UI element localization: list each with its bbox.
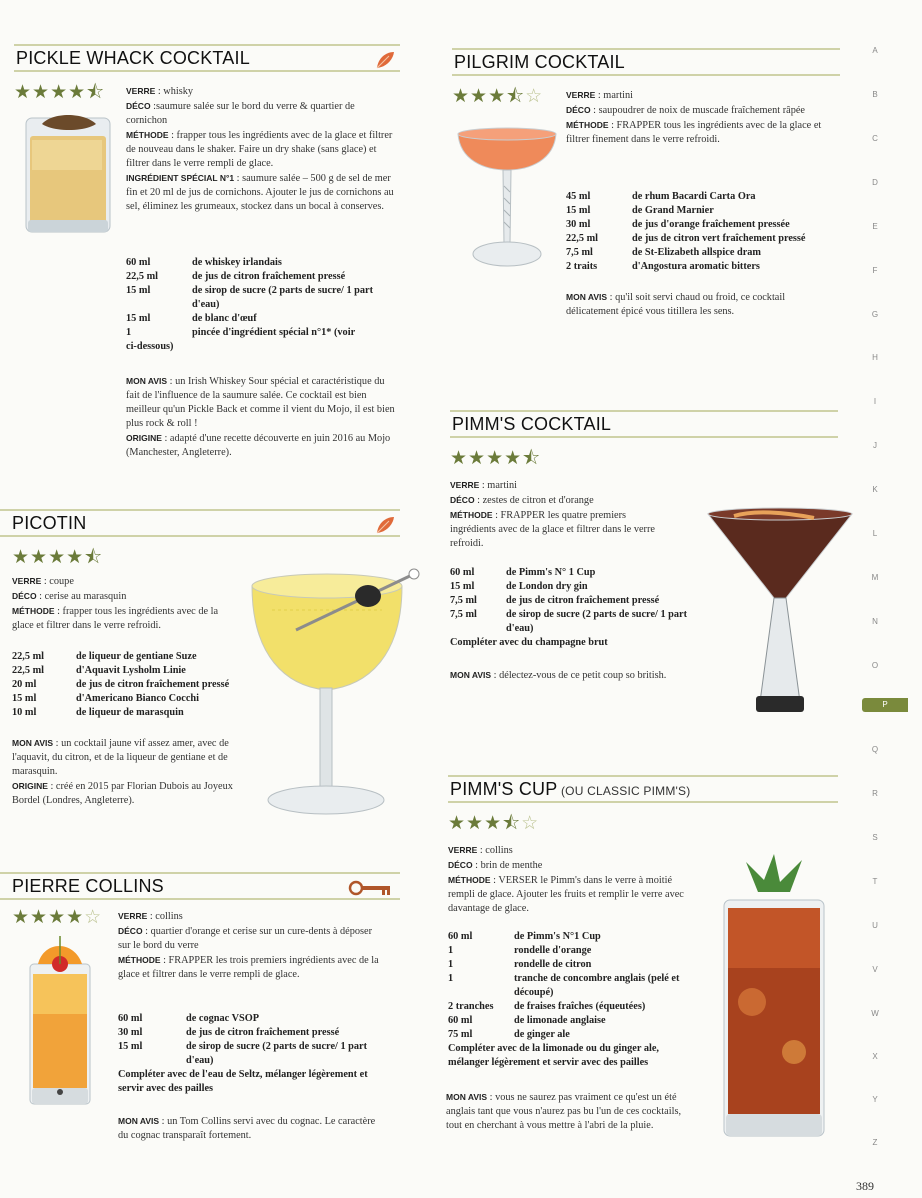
ingredient-row: 7,5 ml de sirop de sucre (2 parts de sucre/ 1 part d'eau)	[450, 609, 688, 634]
pierre-meta: VERRE : collins DÉCO : quartier d'orange et cerise sur un cure-dents à déposer sur le bord du verre MÉTHODE : FRAPPER les trois premiers ingrédients avec de la glace et filtrer dans le verre rempli de glace.	[118, 911, 379, 980]
ingredient-row: 15 ml de sirop de sucre (2 parts de sucre/ 1 part d'eau)	[118, 1041, 368, 1066]
index-letter[interactable]: K	[872, 485, 878, 494]
index-letter[interactable]: G	[871, 310, 879, 319]
index-letter[interactable]: I	[873, 397, 877, 406]
ingredient-row: 30 ml de jus d'orange fraîchement pressée	[566, 219, 790, 230]
ingredient-row: 1 rondelle d'orange	[448, 945, 592, 956]
ingredient-row: 10 ml de liqueur de marasquin	[12, 707, 184, 718]
ingredient-row: 2 traits d'Angostura aromatic bitters	[566, 261, 760, 272]
ingredient-row: 1 pincée d'ingrédient spécial n°1* (voir	[126, 327, 356, 338]
index-letter[interactable]: H	[872, 353, 878, 362]
whisky-glass-image	[22, 110, 114, 236]
recipe-title: PICOTIN	[12, 513, 87, 533]
ingredient-row: 22,5 ml d'Aquavit Lysholm Linie	[12, 665, 186, 676]
index-letter[interactable]: T	[872, 877, 878, 886]
rating-stars: ★★★⯪☆	[448, 812, 540, 834]
pimms-cocktail-avis: MON AVIS : délectez-vous de ce petit coup so british.	[450, 670, 667, 681]
ingredient-row: 15 ml de blanc d'œuf	[126, 313, 257, 324]
index-letter[interactable]: B	[872, 90, 878, 99]
recipe-subtitle: (OU CLASSIC PIMM'S)	[557, 784, 691, 798]
recipe-title-bar	[450, 410, 838, 438]
recipe-title-bar	[448, 775, 838, 803]
pickle-avis: MON AVIS : un Irish Whiskey Sour spécial et caractéristique du fait de l'influence de la saumure salée. Ce cocktail est bien meilleur qu'un Pickle Back et comme il vient du Mojo, il est bien plus rock & roll ! ORIGINE : adapté d'une recette découverte en juin 2016 au Mojo (Manchester, Angleterre).	[126, 376, 395, 458]
recipe-title-bar	[14, 44, 400, 72]
recipe-title: PICKLE WHACK COCKTAIL	[16, 48, 250, 68]
index-letter[interactable]: U	[872, 921, 878, 930]
martini-glass-image-pimms	[704, 506, 856, 718]
coupe-glass-image	[246, 566, 422, 818]
picotin-avis: MON AVIS : un cocktail jaune vif assez amer, avec de l'aquavit, du citron, et de la liqueur de gentiane et de marasquin. ORIGINE : créé en 2015 par Florian Dubois au Joyeux Bordel (Londres, Angleterre).	[12, 738, 233, 806]
pickle-ingredients	[126, 256, 396, 354]
leaf-icon	[374, 50, 396, 70]
page-number: 389	[856, 1179, 874, 1193]
ingredient-row: ci-dessous)	[126, 341, 174, 352]
recipe-pimms-cup	[448, 775, 838, 841]
rating-stars: ★★★★⯪	[12, 546, 104, 568]
pimms-cocktail-ingredients	[450, 566, 700, 650]
index-letter[interactable]: R	[872, 789, 878, 798]
recipe-title: PILGRIM COCKTAIL	[454, 52, 625, 72]
index-letter[interactable]: Z	[872, 1138, 878, 1147]
pimms-cup-avis: MON AVIS : vous ne saurez pas vraiment ce qu'est un été anglais tant que vous n'aurez pas bu l'un de ces cocktails, tout en cherchant à vous mettre à l'abri de la pluie.	[446, 1092, 682, 1131]
ingredient-row: 2 tranches de fraises fraîches (équeutées)	[448, 1001, 646, 1012]
ingredient-row: 7,5 ml de St-Elizabeth allspice dram	[566, 247, 761, 258]
pilgrim-avis: MON AVIS : qu'il soit servi chaud ou froid, ce cocktail délicatement épicé vous titillera les sens.	[566, 292, 786, 317]
rating-stars: ★★★⯪☆	[452, 85, 544, 107]
recipe-title-bar	[452, 48, 840, 76]
recipe-title: PIERRE COLLINS	[12, 876, 164, 896]
index-letter[interactable]: Y	[872, 1095, 878, 1104]
ingredient-row: 22,5 ml de jus de citron fraîchement pressé	[126, 271, 346, 282]
index-letter[interactable]: X	[872, 1052, 878, 1061]
ingredient-row: 15 ml de sirop de sucre (2 parts de sucre/ 1 part d'eau)	[126, 285, 374, 310]
index-letter[interactable]: C	[872, 134, 878, 143]
index-letter[interactable]: J	[873, 441, 877, 450]
ingredient-row: 60 ml de cognac VSOP	[118, 1013, 260, 1024]
pilgrim-meta: VERRE : martini DÉCO : saupoudrer de noix de muscade fraîchement râpée MÉTHODE : FRAPPER tous les ingrédients avec de la glace et filtrer finement dans le verre refroidi.	[566, 90, 822, 145]
index-letter[interactable]: N	[872, 617, 878, 626]
ingredient-row: 1 rondelle de citron	[448, 959, 592, 970]
index-letter[interactable]: F	[872, 266, 878, 275]
key-icon	[348, 880, 392, 896]
pimms-cup-meta: VERRE : collins DÉCO : brin de menthe MÉTHODE : VERSER le Pimm's dans le verre à moitié rempli de glace. Ajouter les fruits et remplir le verre avec davantage de glace.	[448, 845, 684, 914]
rating-stars: ★★★★☆	[12, 906, 103, 928]
ingredient-complement: Compléter avec de l'eau de Seltz, mélanger légèrement et servir avec des pailles	[118, 1069, 368, 1094]
ingredient-row: 7,5 ml de jus de citron fraîchement pressé	[450, 595, 660, 606]
ingredient-row: 1 tranche de concombre anglais (pelé et découpé)	[448, 973, 680, 998]
picotin-meta: VERRE : coupe DÉCO : cerise au marasquin MÉTHODE : frapper tous les ingrédients avec de la glace et filtrer dans le verre refroidi.	[12, 576, 219, 631]
ingredient-row: 60 ml de Pimm's N° 1 Cup	[450, 567, 596, 578]
index-letter[interactable]: W	[871, 1009, 879, 1018]
collins-glass-image-pimms-cup	[716, 852, 832, 1142]
recipe-title-bar	[0, 509, 400, 537]
ingredient-complement: Compléter avec du champagne brut	[450, 637, 608, 648]
rating-stars: ★★★★⯪	[14, 81, 106, 103]
ingredient-row: 60 ml de whiskey irlandais	[126, 257, 282, 268]
index-letter[interactable]: O	[871, 661, 879, 670]
recipe-title: PIMM'S COCKTAIL	[452, 414, 612, 434]
index-letter[interactable]: M	[871, 573, 879, 582]
pickle-meta: VERRE : whisky DÉCO :saumure salée sur le bord du verre & quartier de cornichon MÉTHODE : frapper tous les ingrédients avec de la glace et filtrer de nouveau dans le shaker. Faire un dry shake (sans glace) et filtrer dans le verre rempli de glace. INGRÉDIENT SPÉCIAL N°1 : saumure salée – 500 g de sel de mer fin et 20 ml de jus de cornichons. Ajouter le jus de cornichons au sel, éliminez les grumeaux, stockez dans un bocal à conserves.	[126, 86, 394, 212]
recipe-title: PIMM'S CUP	[450, 779, 558, 799]
pierre-avis: MON AVIS : un Tom Collins servi avec du cognac. Le caractère du cognac transparaît fortement.	[118, 1116, 376, 1141]
index-letter[interactable]: A	[872, 46, 878, 55]
index-letter[interactable]: Q	[871, 745, 879, 754]
martini-glass-image-pilgrim	[454, 126, 560, 272]
ingredient-row: 15 ml de London dry gin	[450, 581, 588, 592]
ingredient-row: 22,5 ml de jus de citron vert fraîchement pressé	[566, 233, 806, 244]
pilgrim-ingredients	[566, 190, 846, 274]
pimms-cup-ingredients	[448, 930, 702, 1070]
collins-glass-image	[24, 934, 96, 1110]
recipe-title-bar	[0, 872, 400, 900]
recipe-pimms-cocktail	[450, 410, 838, 476]
ingredient-row: 15 ml d'Americano Bianco Cocchi	[12, 693, 199, 704]
ingredient-row: 15 ml de Grand Marnier	[566, 205, 714, 216]
ingredient-row: 30 ml de jus de citron fraîchement pressé	[118, 1027, 340, 1038]
index-letter[interactable]: V	[872, 965, 878, 974]
ingredient-row: 45 ml de rhum Bacardi Carta Ora	[566, 191, 756, 202]
index-letter[interactable]: S	[872, 833, 878, 842]
ingredient-row: 75 ml de ginger ale	[448, 1029, 570, 1040]
ingredient-row: 22,5 ml de liqueur de gentiane Suze	[12, 651, 197, 662]
leaf-icon	[374, 515, 396, 535]
ingredient-row: 20 ml de jus de citron fraîchement pressé	[12, 679, 230, 690]
picotin-ingredients	[12, 650, 262, 720]
ingredient-row: 60 ml de Pimm's N°1 Cup	[448, 931, 601, 942]
index-letter[interactable]: E	[872, 222, 878, 231]
index-tab-active[interactable]: P	[862, 698, 908, 712]
pierre-ingredients	[118, 1012, 380, 1096]
index-letter[interactable]: L	[872, 529, 878, 538]
index-letter[interactable]: D	[872, 178, 878, 187]
ingredient-complement: Compléter avec de la limonade ou du ginger ale, mélanger légèrement et servir avec des pailles	[448, 1043, 659, 1068]
rating-stars: ★★★★⯪	[450, 447, 542, 469]
pimms-cocktail-meta: VERRE : martini DÉCO : zestes de citron et d'orange MÉTHODE : FRAPPER les quatre premiers ingrédients avec de la glace et filtrer dans le verre refroidi.	[450, 480, 655, 549]
ingredient-row: 60 ml de limonade anglaise	[448, 1015, 606, 1026]
